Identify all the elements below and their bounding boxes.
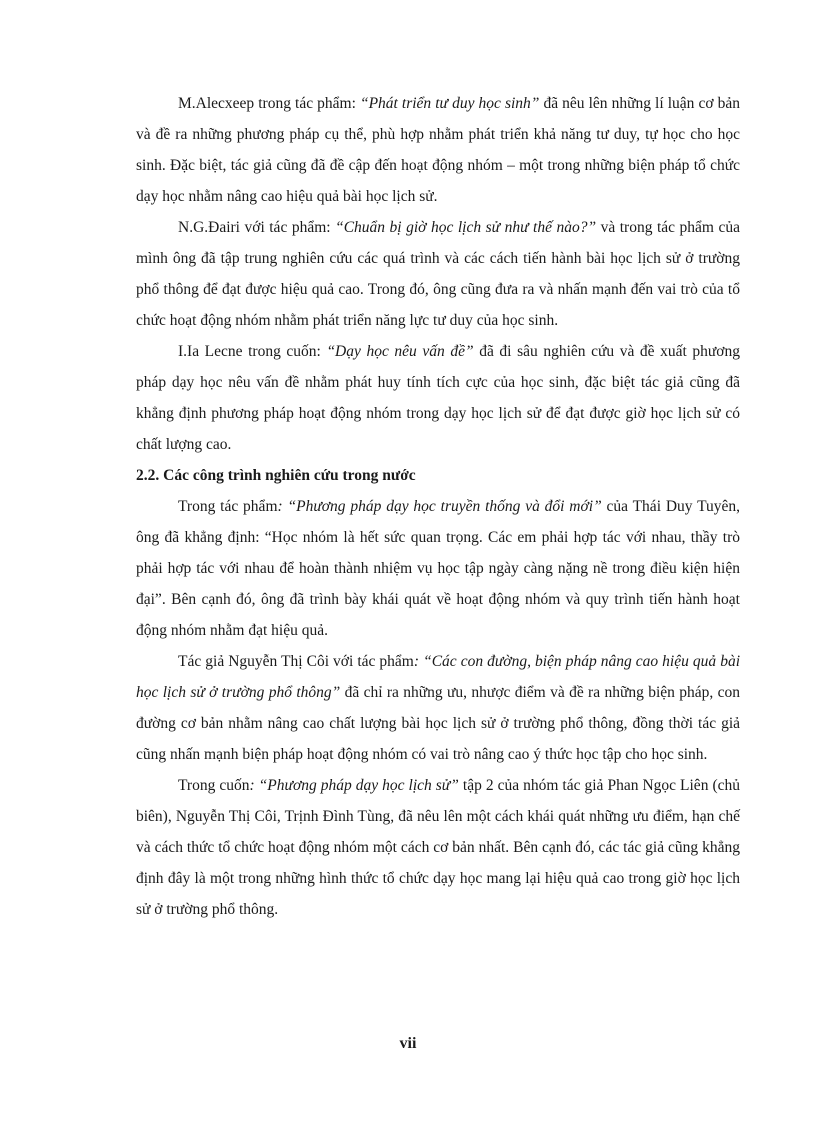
paragraph-lead: I.Ia Lecne trong cuốn:: [178, 343, 327, 360]
paragraph-lead: Trong tác phẩm: [178, 498, 278, 515]
paragraph-text: tập 2 của nhóm tác giả Phan Ngọc Liên (chủ biên), Nguyễn Thị Côi, Trịnh Đình Tùng, đã nêu lên một cách khái quát những ưu điểm, hạn chế và cách thức tổ chức hoạt động nhóm một cách cơ bản nhất. Bên cạnh đó, các tác giả cũng khẳng định đây là một trong những hình thức tổ chức dạy học mang lại hiệu quả cao trong giờ học lịch sử ở trường phổ thông.: [136, 777, 740, 918]
paragraph-lead: Tác giả Nguyễn Thị Côi với tác phẩm: [178, 653, 414, 670]
section-heading: 2.2. Các công trình nghiên cứu trong nước: [136, 467, 416, 484]
paragraph-lead: M.Alecxeep trong tác phẩm:: [178, 95, 360, 112]
page-number: vii: [399, 1035, 417, 1052]
book-title: : “Phương pháp dạy học lịch sử”: [249, 777, 459, 794]
paragraph-phan-ngoc-lien: [136, 770, 740, 925]
paragraph-text: của Thái Duy Tuyên, ông đã khẳng định: “Học nhóm là hết sức quan trọng. Các em phải hợp tác với nhau, thầy trò phải hợp tác với nhau để hoàn thành nhiệm vụ học tập ngày càng nặng nề trong điều kiện hiện đại”. Bên cạnh đó, ông đã trình bày khái quát về hoạt động nhóm và quy trình tiến hành hoạt động nhóm nhằm đạt hiệu quả.: [136, 498, 740, 639]
book-title: “Phát triển tư duy học sinh”: [359, 95, 540, 112]
paragraph-text: đã đi sâu nghiên cứu và đề xuất phương pháp dạy học nêu vấn đề nhằm phát huy tính tích cực của học sinh, đặc biệt tác giả cũng đã khẳng định phương pháp hoạt động nhóm trong dạy học lịch sử để đạt được giờ học lịch sử có chất lượng cao.: [136, 343, 741, 453]
paragraph-alecxeep: [136, 88, 740, 212]
page-content: [136, 88, 740, 925]
book-title: : “Phương pháp dạy học truyền thống và đổi mới”: [277, 498, 602, 515]
paragraph-lead: Trong cuốn: [178, 777, 250, 794]
paragraph-lecne: [136, 336, 740, 460]
paragraph-lead: N.G.Đairi với tác phẩm:: [178, 219, 336, 236]
paragraph-text: đã nêu lên những lí luận cơ bản và đề ra những phương pháp cụ thể, phù hợp nhằm phát triển khả năng tư duy, tự học cho học sinh. Đặc biệt, tác giả cũng đã đề cập đến hoạt động nhóm – một trong những biện pháp tổ chức dạy học nhằm nâng cao hiệu quả bài học lịch sử.: [136, 95, 740, 205]
paragraph-nguyen-thi-coi: [136, 646, 740, 770]
book-title: “Chuẩn bị giờ học lịch sử như thế nào?”: [335, 219, 597, 236]
paragraph-dairi: [136, 212, 740, 336]
paragraph-text: và trong tác phẩm của mình ông đã tập trung nghiên cứu các quá trình và các cách tiến hành bài học lịch sử ở trường phổ thông để đạt được hiệu quả cao. Trong đó, ông cũng đưa ra và nhấn mạnh đến vai trò của tổ chức hoạt động nhóm nhằm phát triển năng lực tư duy của học sinh.: [136, 219, 741, 329]
book-title: “Dạy học nêu vấn đề”: [326, 343, 474, 360]
book-title: : “Các con đường, biện pháp nâng cao hiệu quả bài học lịch sử ở trường phổ thông”: [136, 653, 740, 701]
paragraph-text: đã chỉ ra những ưu, nhược điểm và đề ra những biện pháp, con đường cơ bản nhằm nâng cao chất lượng bài học lịch sử ở trường phổ thông, đồng thời tác giả cũng nhấn mạnh biện pháp hoạt động nhóm có vai trò nâng cao ý thức học tập cho học sinh.: [136, 684, 740, 763]
paragraph-thai-duy-tuyen: [136, 491, 740, 646]
